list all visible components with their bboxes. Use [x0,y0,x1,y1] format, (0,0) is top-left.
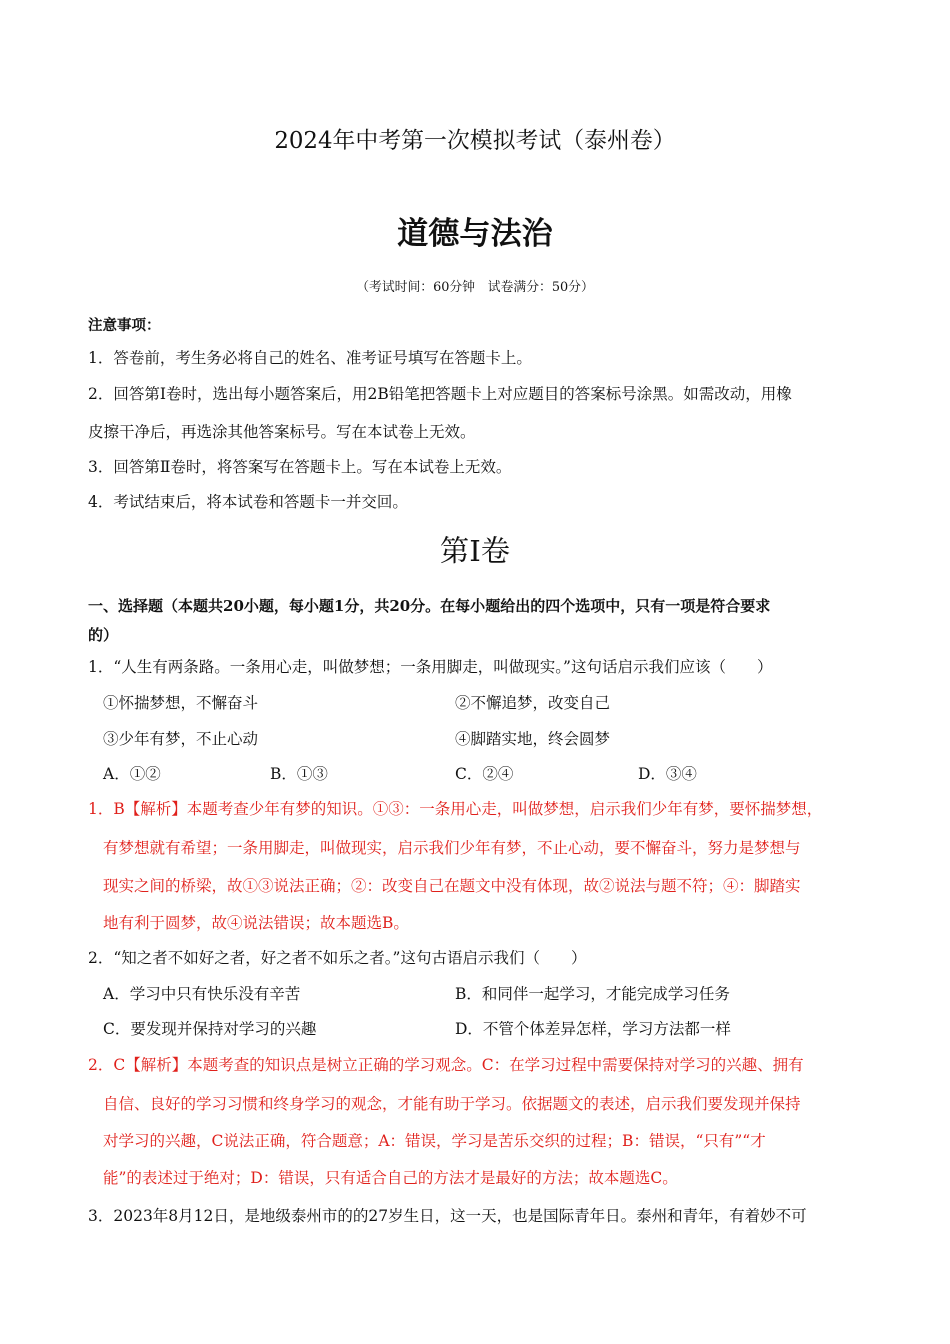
q1-option-d: D．③④ [638,765,697,783]
note-item: 4．考试结束后，将本试卷和答题卡一并交回。 [88,493,408,511]
q1-statement: ②不懈追梦，改变自己 [455,694,611,712]
q1-statement: ④脚踏实地，终会圆梦 [455,730,611,748]
q1-analysis: 有梦想就有希望；一条用脚走，叫做现实，启示我们少年有梦，不止心动，要不懈奋斗，努力是梦想与 [103,839,801,857]
q2-option-c: C．要发现并保持对学习的兴趣 [103,1020,317,1038]
note-item: 2．回答第Ⅰ卷时，选出每小题答案后，用2B铅笔把答题卡上对应题目的答案标号涂黑。如需改动，用橡 [88,385,792,403]
exam-title: 2024年中考第一次模拟考试（泰州卷） [274,128,676,154]
q1-statement: ③少年有梦，不止心动 [103,730,259,748]
question-2-stem: 2．“知之者不如好之者，好之者不如乐之者。”这句古语启示我们（ ） [88,949,587,967]
question-3-stem: 3．2023年8月12日，是地级泰州市的的27岁生日，这一天，也是国际青年日。泰州和青年，有着妙不可 [88,1207,807,1225]
volume-title: 第Ⅰ卷 [439,534,511,568]
exam-info: （考试时间：60分钟 试卷满分：50分） [356,280,594,295]
q2-analysis: 2．C【解析】本题考查的知识点是树立正确的学习观念。C：在学习过程中需要保持对学习的兴趣、拥有 [88,1056,804,1074]
q2-analysis: 自信、良好的学习习惯和终身学习的观念，才能有助于学习。依据题文的表述，启示我们要发现并保持 [103,1095,801,1113]
q2-option-a: A．学习中只有快乐没有辛苦 [103,985,301,1003]
q1-statement: ①怀揣梦想，不懈奋斗 [103,694,259,712]
q2-analysis: 能”的表述过于绝对；D：错误，只有适合自己的方法才是最好的方法；故本题选C。 [103,1169,678,1187]
q2-option-d: D．不管个体差异怎样，学习方法都一样 [455,1020,731,1038]
q1-analysis: 地有利于圆梦，故④说法错误；故本题选B。 [103,914,409,932]
question-1-stem: 1．“人生有两条路。一条用心走，叫做梦想；一条用脚走，叫做现实。”这句话启示我们应该（ ） [88,658,773,676]
q1-option-b: B．①③ [270,765,328,783]
subject-title: 道德与法治 [397,216,553,252]
q1-option-a: A．①② [103,765,161,783]
q2-option-b: B．和同伴一起学习，才能完成学习任务 [455,985,730,1003]
note-item: 3．回答第Ⅱ卷时，将答案写在答题卡上。写在本试卷上无效。 [88,458,512,476]
q1-analysis: 现实之间的桥梁，故①③说法正确；②：改变自己在题文中没有体现，故②说法与题不符；④：脚踏实 [103,877,801,895]
note-item: 1．答卷前，考生务必将自己的姓名、准考证号填写在答题卡上。 [88,349,532,367]
q2-analysis: 对学习的兴趣，C说法正确，符合题意；A：错误，学习是苦乐交织的过程；B：错误，“只有”“才 [103,1132,766,1150]
q1-option-c: C．②④ [455,765,514,783]
section-heading: 一、选择题（本题共20小题，每小题1分，共20分。在每小题给出的四个选项中，只有一项是符合要求 [88,597,771,615]
q1-analysis: 1．B【解析】本题考查少年有梦的知识。①③：一条用心走，叫做梦想，启示我们少年有梦，要怀揣梦想， [88,800,823,818]
section-heading-cont: 的） [88,626,119,644]
note-item: 皮擦干净后，再选涂其他答案标号。写在本试卷上无效。 [88,423,476,441]
notes-heading: 注意事项： [88,317,161,334]
